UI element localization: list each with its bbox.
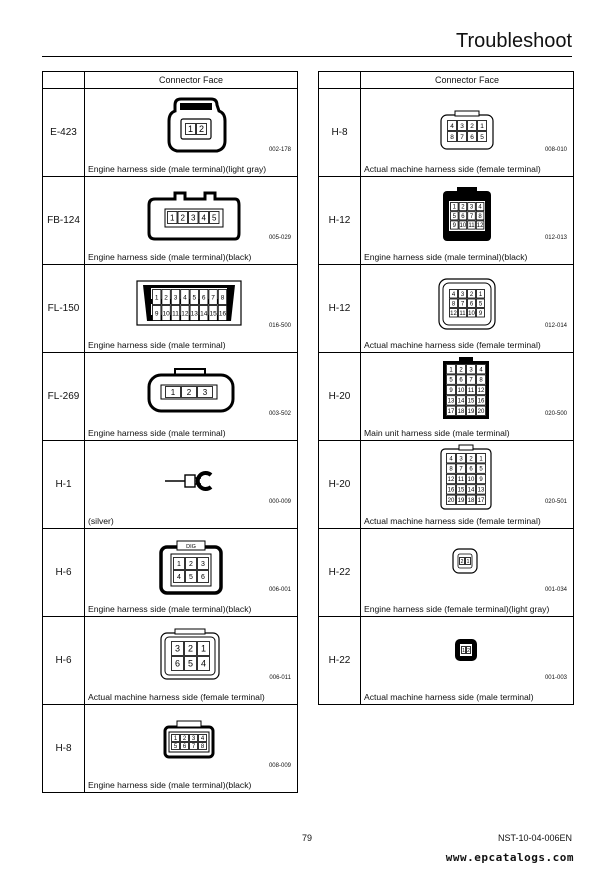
pin-number: 2 [467, 647, 470, 654]
connector-description: Actual machine harness side (female terminal) [364, 340, 541, 350]
pin-number: 3 [459, 456, 463, 463]
pin-number: 1 [173, 736, 178, 743]
connector-code: 001-003 [544, 675, 567, 681]
pin-number: 14 [467, 487, 475, 494]
connector-code: 012-013 [544, 235, 567, 241]
connector-description: Main unit harness side (male terminal) [364, 428, 510, 438]
pin-number: 9 [452, 223, 456, 230]
pin-number: 12 [447, 477, 455, 484]
pin-number: 4 [201, 213, 206, 223]
pin-number: 4 [451, 291, 456, 298]
connector-id: FL-150 [43, 265, 85, 353]
pin-number: 2 [187, 643, 194, 654]
pin-number: 3 [460, 291, 465, 298]
pin-number: 1 [466, 558, 470, 565]
connector-id: H-8 [43, 705, 85, 793]
pin-number: 4 [478, 204, 482, 211]
pin-number: 9 [154, 310, 159, 318]
connector-id: H-20 [319, 353, 361, 441]
pin-number: 6 [470, 133, 474, 141]
connector-code: 005-029 [268, 235, 291, 241]
pin-number: 1 [177, 560, 181, 568]
connector-id: H-1 [43, 441, 85, 529]
connector-face-cell [85, 529, 298, 617]
connector-id: H-22 [319, 617, 361, 705]
connector-description: Engine harness side (male terminal) [88, 340, 226, 350]
connector-face-cell [85, 617, 298, 705]
pin-number: 12 [476, 223, 484, 230]
pin-number: 1 [479, 456, 483, 463]
pin-number: 5 [212, 213, 217, 223]
pin-number: 15 [209, 310, 217, 318]
pin-number: 8 [451, 301, 456, 308]
pin-number: 7 [191, 744, 196, 751]
pin-number: 18 [467, 497, 475, 504]
pin-number: 6 [459, 377, 463, 384]
pin-number: 19 [457, 497, 465, 504]
pin-number: 2 [461, 204, 465, 211]
pin-number: 3 [460, 122, 464, 130]
connector-face-cell [85, 705, 298, 793]
connector-description: Engine harness side (male terminal) [88, 428, 226, 438]
right-header-blank [319, 72, 361, 89]
connector-face-cell [361, 177, 574, 265]
connector-face-cell [361, 529, 574, 617]
pin-number: 8 [449, 466, 453, 473]
pin-number: 19 [467, 408, 475, 415]
pin-number: 2 [469, 291, 474, 298]
connector-code: 012-014 [544, 323, 567, 329]
connector-description: Actual machine harness side (female terminal) [364, 164, 541, 174]
pin-number: 7 [459, 466, 463, 473]
connector-description: Engine harness side (male terminal)(black) [88, 604, 252, 614]
table-row [319, 177, 574, 265]
pin-number: 10 [468, 310, 475, 317]
pin-number: 2 [470, 122, 474, 130]
pin-number: 4 [183, 294, 187, 302]
pin-number: 13 [477, 487, 485, 494]
table-row [319, 265, 574, 353]
pin-number: 15 [457, 487, 465, 494]
pin-number: 2 [186, 387, 192, 397]
connector-code: 002-178 [268, 147, 291, 153]
connector-id: FL-269 [43, 353, 85, 441]
pin-number: 2 [164, 294, 168, 302]
pin-number: 1 [449, 367, 453, 374]
pin-number: 4 [200, 736, 205, 743]
page-number: 79 [302, 833, 313, 843]
left-header-connector-face: Connector Face [85, 72, 298, 89]
pin-number: 3 [201, 560, 205, 568]
connector-code: 006-011 [269, 675, 291, 681]
pin-number: 2 [459, 367, 463, 374]
pin-number: 2 [182, 736, 187, 743]
pin-number: 6 [174, 658, 181, 669]
connector-code: 016-500 [268, 323, 291, 329]
page-title: Troubleshoot [456, 30, 572, 52]
left-header-blank [43, 72, 85, 89]
pin-number: 12 [450, 310, 457, 317]
connector-id: H-6 [43, 617, 85, 705]
pin-number: 10 [467, 477, 475, 484]
pin-number: 11 [459, 310, 466, 317]
pin-number: 6 [182, 744, 187, 751]
pin-number: 4 [479, 367, 483, 374]
pin-number: 7 [469, 377, 473, 384]
pin-number: 20 [447, 497, 455, 504]
connector-face-cell [85, 353, 298, 441]
pin-number: 2 [460, 558, 464, 565]
pin-number: 16 [218, 310, 227, 318]
pin-number: 3 [469, 367, 473, 374]
table-row [43, 89, 298, 177]
pin-number: 7 [460, 301, 465, 308]
pin-number: 3 [469, 204, 474, 211]
pin-number: 1 [170, 387, 176, 397]
pin-number: 9 [479, 477, 483, 484]
connector-code: 001-034 [544, 587, 567, 593]
connector-description: Engine harness side (male terminal)(black) [88, 252, 252, 262]
connector-description: Actual machine harness side (female terminal) [364, 516, 541, 526]
pin-number: 12 [477, 388, 485, 395]
pin-number: 14 [457, 398, 465, 405]
connector-description: Engine harness side (female terminal)(light gray) [364, 604, 550, 614]
pin-number: 2 [189, 560, 193, 568]
pin-number: 1 [478, 291, 483, 298]
connector-description: Engine harness side (male terminal)(black) [88, 780, 252, 790]
pin-number: 8 [220, 294, 225, 302]
pin-number: 4 [449, 456, 453, 463]
pin-number: 11 [467, 388, 475, 395]
watermark[interactable]: www.epcatalogs.com [445, 851, 574, 864]
pin-number: 5 [187, 658, 194, 669]
pin-number: 5 [189, 573, 193, 581]
pin-number: 11 [457, 477, 465, 484]
pin-number: 16 [447, 487, 455, 494]
connector-description: (silver) [88, 516, 114, 526]
pin-number: 4 [177, 573, 181, 581]
pin-number: 2 [469, 456, 473, 463]
pin-number: 2 [180, 213, 185, 223]
pin-number: 3 [191, 736, 196, 743]
pin-number: 6 [469, 301, 474, 308]
pin-number: 1 [462, 647, 465, 654]
connector-id: FB-124 [43, 177, 85, 265]
pin-number: 3 [191, 213, 196, 223]
connector-description: Engine harness side (male terminal)(black) [364, 252, 528, 262]
connector-code: 000-009 [268, 499, 291, 505]
pin-number: 1 [200, 643, 207, 654]
pin-number: 8 [479, 377, 483, 384]
pin-number: 17 [447, 408, 455, 415]
table-row [43, 353, 298, 441]
pin-number: 7 [460, 133, 464, 141]
pin-number: 18 [457, 408, 465, 415]
pin-number: 16 [477, 398, 485, 405]
pin-number: 8 [478, 213, 482, 220]
left-connector-table [42, 71, 298, 793]
table-row [319, 89, 574, 177]
pin-number: 1 [154, 294, 159, 302]
pin-number: 11 [172, 310, 179, 318]
pin-number: 8 [450, 133, 454, 141]
pin-number: 6 [201, 294, 206, 302]
connector-face-cell [361, 89, 574, 177]
pin-number: 1 [170, 213, 175, 223]
connector-code: 006-001 [268, 587, 291, 593]
header-rule [42, 56, 572, 57]
table-row [43, 617, 298, 705]
pin-number: 10 [162, 310, 170, 318]
connector-code: 008-009 [268, 763, 291, 769]
connector-id: E-423 [43, 89, 85, 177]
pin-number: 7 [469, 213, 474, 220]
connector-id: H-22 [319, 529, 361, 617]
pin-number: 2 [198, 124, 205, 135]
connector-code: 008-010 [544, 147, 567, 153]
table-row [319, 617, 574, 705]
connector-description: Actual machine harness side (male terminal) [364, 692, 534, 702]
pin-number: 3 [174, 643, 181, 654]
pin-number: 1 [452, 204, 456, 211]
pin-number: 1 [480, 122, 484, 130]
right-connector-table [318, 71, 574, 705]
pin-number: 1 [187, 124, 194, 135]
pin-number: 11 [468, 223, 475, 230]
pin-number: 5 [479, 466, 483, 473]
pin-number: 14 [200, 310, 208, 318]
connector-face-cell [361, 441, 574, 529]
connector-id: H-20 [319, 441, 361, 529]
pin-number: 20 [477, 408, 485, 415]
pin-number: 5 [192, 294, 197, 302]
pin-number: 3 [202, 387, 208, 397]
connector-code: 020-501 [544, 499, 567, 505]
ring-terminal-diagram [85, 441, 296, 529]
table-row [43, 705, 298, 793]
pin-number: 10 [459, 223, 467, 230]
connector-id: H-8 [319, 89, 361, 177]
pin-number: 8 [200, 744, 205, 751]
pin-number: 9 [449, 388, 453, 395]
table-row [319, 353, 574, 441]
pin-number: 13 [190, 310, 198, 318]
pin-number: 13 [447, 398, 455, 405]
pin-number: 5 [478, 301, 483, 308]
pin-number: 6 [461, 213, 465, 220]
pin-number: 9 [478, 310, 483, 317]
connector-id: H-6 [43, 529, 85, 617]
table-row [43, 529, 298, 617]
pin-number: 5 [173, 744, 178, 751]
pin-number: 5 [480, 133, 484, 141]
connector-face-cell [85, 177, 298, 265]
right-header-connector-face: Connector Face [361, 72, 574, 89]
table-row [43, 177, 298, 265]
pin-number: 6 [201, 573, 205, 581]
connector-id: H-12 [319, 177, 361, 265]
connector-face-cell [85, 89, 298, 177]
pin-number: 6 [469, 466, 473, 473]
table-row [43, 441, 298, 529]
document-number: NST-10-04-006EN [497, 833, 572, 843]
pin-number: 17 [477, 497, 485, 504]
connector-code: 003-502 [268, 411, 291, 417]
connector-face-cell [361, 353, 574, 441]
table-row [43, 265, 298, 353]
pin-number: 10 [457, 388, 465, 395]
connector-code: 020-500 [544, 411, 567, 417]
connector-id: H-12 [319, 265, 361, 353]
connector-face-cell [361, 265, 574, 353]
pin-number: 5 [452, 213, 456, 220]
table-row [319, 529, 574, 617]
pin-number: 7 [211, 294, 215, 302]
connector-description: Actual machine harness side (female terminal) [88, 692, 265, 702]
pin-number: 12 [181, 310, 189, 318]
pin-number: 3 [173, 294, 178, 302]
connector-face-cell [361, 617, 574, 705]
connector-face-cell [85, 265, 298, 353]
connector-description: Engine harness side (male terminal)(light gray) [88, 164, 267, 174]
pin-number: 4 [450, 122, 454, 130]
connector-label: DIG [186, 544, 196, 550]
connector-face-cell [85, 441, 298, 529]
pin-number: 5 [449, 377, 453, 384]
pin-number: 15 [467, 398, 475, 405]
table-row [319, 441, 574, 529]
pin-number: 4 [200, 658, 207, 669]
